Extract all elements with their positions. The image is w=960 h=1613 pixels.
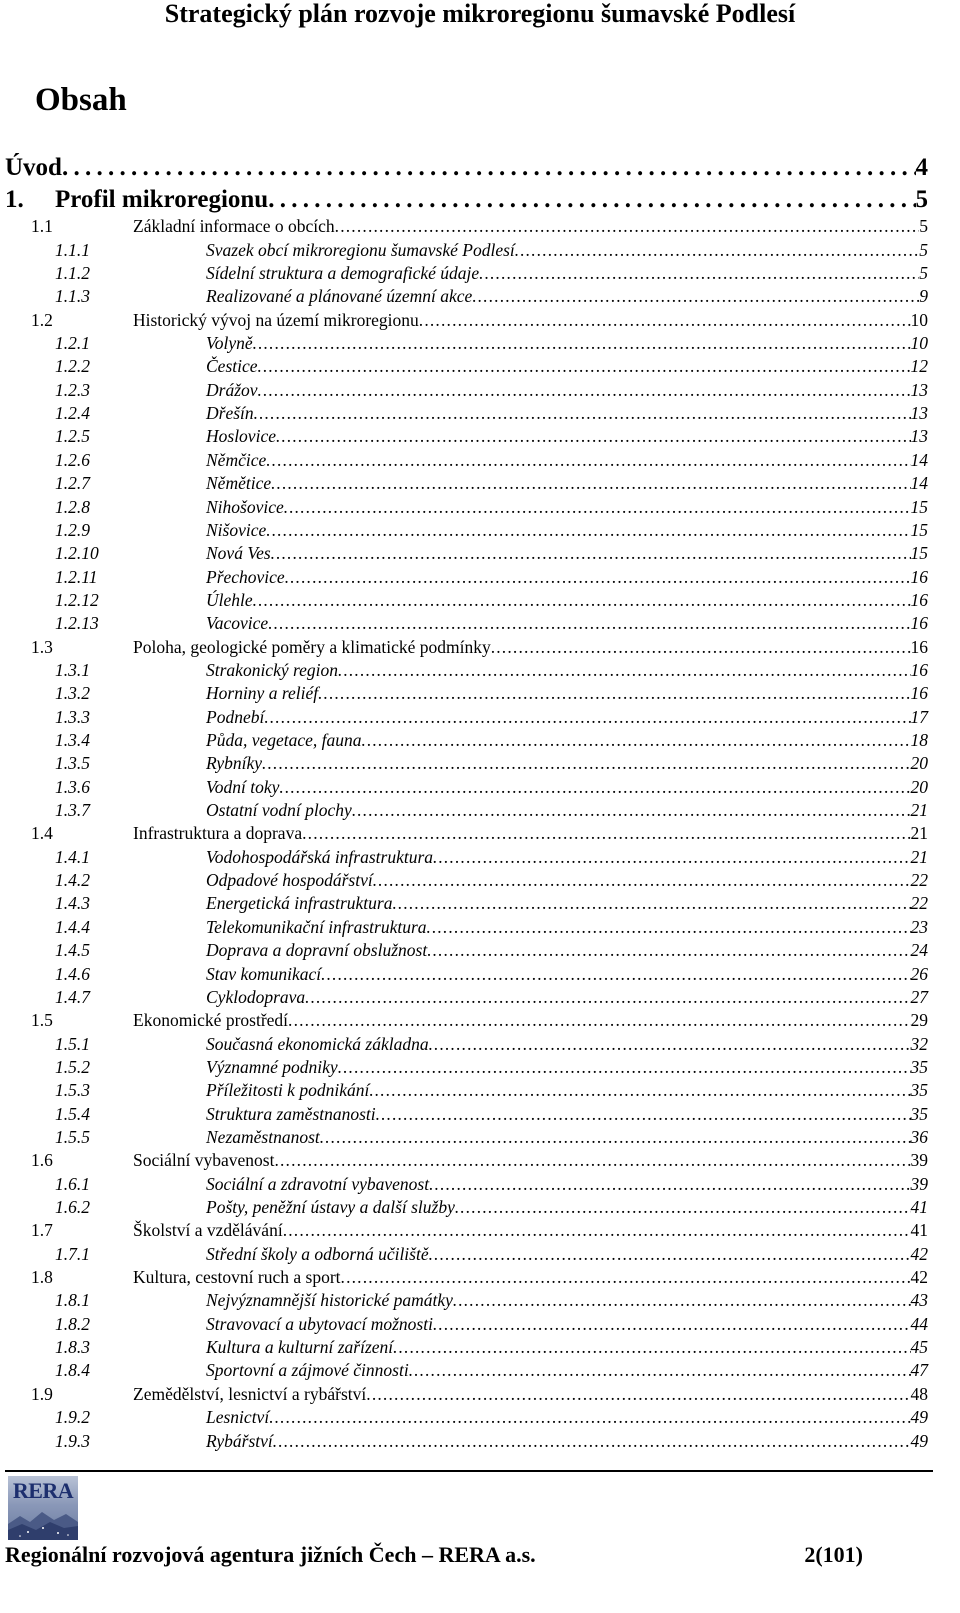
toc-entry[interactable] bbox=[55, 377, 928, 400]
toc-entry-number: 1.3.7 bbox=[55, 800, 90, 821]
toc-entry[interactable] bbox=[31, 1148, 928, 1171]
toc-leader-dots bbox=[271, 543, 911, 564]
toc-entry[interactable] bbox=[31, 821, 928, 844]
toc-leader-dots bbox=[335, 216, 920, 237]
toc-entry-title: Půda, vegetace, fauna bbox=[206, 730, 362, 751]
toc-entry-number: 1.2.6 bbox=[55, 449, 90, 470]
toc-leader-dots bbox=[341, 1267, 911, 1288]
toc-leader-dots bbox=[427, 940, 910, 961]
toc-entry-title: Doprava a dopravní obslužnost bbox=[206, 940, 428, 961]
toc-entry[interactable] bbox=[55, 611, 928, 634]
toc-entry-number: 1.5 bbox=[31, 1010, 53, 1031]
toc-leader-dots bbox=[369, 1080, 910, 1101]
toc-entry-title: Nezaměstnanost bbox=[206, 1126, 320, 1147]
toc-entry-title: Horniny a reliéf bbox=[206, 683, 319, 704]
toc-entry-number: 1.6.2 bbox=[55, 1197, 90, 1218]
toc-leader-dots bbox=[429, 1034, 911, 1055]
toc-entry-page: 16 bbox=[910, 589, 928, 610]
toc-entry[interactable] bbox=[55, 844, 928, 867]
toc-leader-dots bbox=[264, 707, 910, 728]
toc-entry-number: 1.2 bbox=[31, 309, 53, 330]
toc-entry[interactable] bbox=[31, 634, 928, 657]
toc-entry[interactable] bbox=[55, 284, 928, 307]
toc-entry[interactable] bbox=[55, 471, 928, 494]
toc-entry-page: 13 bbox=[910, 426, 928, 447]
toc-entry[interactable] bbox=[55, 494, 928, 517]
toc-entry-title: Hoslovice bbox=[206, 426, 276, 447]
toc-entry[interactable] bbox=[55, 658, 928, 681]
toc-entry-page: 48 bbox=[910, 1383, 928, 1404]
toc-entry-page: 42 bbox=[910, 1267, 928, 1288]
toc-entry-page: 12 bbox=[910, 356, 928, 377]
toc-entry[interactable] bbox=[31, 1265, 928, 1288]
toc-entry-title: Vacovice bbox=[206, 613, 269, 634]
toc-entry-page: 13 bbox=[910, 403, 928, 424]
toc-entry-number: 1.5.3 bbox=[55, 1080, 90, 1101]
toc-entry-title: Významné podniky bbox=[206, 1056, 338, 1077]
toc-entry-title: Nová Ves bbox=[206, 543, 271, 564]
toc-entry-page: 16 bbox=[910, 566, 928, 587]
toc-entry-title: Současná ekonomická základna bbox=[206, 1033, 429, 1054]
toc-leader-dots bbox=[283, 1220, 911, 1241]
toc-entry-page: 39 bbox=[910, 1150, 928, 1171]
mountain-icon bbox=[8, 1510, 78, 1540]
toc-entry[interactable] bbox=[31, 1008, 928, 1031]
toc-entry-page: 18 bbox=[910, 730, 928, 751]
toc-entry[interactable] bbox=[55, 401, 928, 424]
toc-entry-number: 1.3.6 bbox=[55, 776, 90, 797]
toc-leader-dots bbox=[429, 1244, 911, 1265]
toc-entry-title: Střední školy a odborná učiliště bbox=[206, 1243, 429, 1264]
toc-entry-page: 41 bbox=[910, 1197, 928, 1218]
toc-entry-title: Čestice bbox=[206, 356, 258, 377]
toc-entry[interactable] bbox=[5, 150, 928, 182]
toc-entry-number: 1.9 bbox=[31, 1383, 53, 1404]
toc-entry-number: 1. bbox=[5, 186, 24, 213]
toc-entry-title: Němčice bbox=[206, 449, 267, 470]
toc-leader-dots bbox=[268, 186, 915, 214]
toc-leader-dots bbox=[266, 450, 910, 471]
toc-entry-page: 10 bbox=[910, 309, 928, 330]
toc-entry-title: Svazek obcí mikroregionu šumavské Podlesí bbox=[206, 239, 515, 260]
toc-entry-number: 1.2.2 bbox=[55, 356, 90, 377]
toc-entry-page: 9 bbox=[919, 286, 928, 307]
toc-entry-page: 44 bbox=[910, 1313, 928, 1334]
toc-entry[interactable] bbox=[55, 448, 928, 471]
toc-entry-number: 1.8.2 bbox=[55, 1313, 90, 1334]
toc-entry-number: 1.2.13 bbox=[55, 613, 99, 634]
toc-leader-dots bbox=[479, 263, 919, 284]
toc-entry[interactable] bbox=[55, 424, 928, 447]
toc-entry-number: 1.3.2 bbox=[55, 683, 90, 704]
toc-entry-title: Sociální vybavenost bbox=[133, 1150, 275, 1171]
toc-entry[interactable] bbox=[55, 1125, 928, 1148]
toc-entry[interactable] bbox=[55, 728, 928, 751]
toc-leader-dots bbox=[453, 1290, 911, 1311]
toc-entry-number: 1.1.1 bbox=[55, 239, 90, 260]
toc-entry-page: 5 bbox=[915, 186, 928, 213]
toc-leader-dots bbox=[271, 473, 910, 494]
toc-entry[interactable] bbox=[55, 1195, 928, 1218]
toc-entry[interactable] bbox=[55, 1055, 928, 1078]
toc-entry-title: Energetická infrastruktura bbox=[206, 893, 393, 914]
toc-leader-dots bbox=[433, 847, 910, 868]
toc-entry-title: Vodohospodářská infrastruktura bbox=[206, 846, 434, 867]
toc-entry[interactable] bbox=[55, 1171, 928, 1194]
toc-entry-page: 29 bbox=[910, 1010, 928, 1031]
toc-entry[interactable] bbox=[55, 1335, 928, 1358]
toc-entry-page: 20 bbox=[910, 753, 928, 774]
toc-entry-page: 26 bbox=[910, 963, 928, 984]
toc-entry[interactable] bbox=[31, 1382, 928, 1405]
toc-leader-dots bbox=[393, 1337, 910, 1358]
rera-logo bbox=[8, 1476, 78, 1540]
toc-entry-page: 36 bbox=[910, 1126, 928, 1147]
toc-entry-page: 45 bbox=[910, 1337, 928, 1358]
toc-entry[interactable] bbox=[55, 237, 928, 260]
toc-entry-number: 1.3.3 bbox=[55, 706, 90, 727]
toc-entry-title: Nišovice bbox=[206, 519, 267, 540]
toc-entry-page: 15 bbox=[910, 519, 928, 540]
toc-entry-title: Úlehle bbox=[206, 589, 253, 610]
toc-entry-number: 1.5.4 bbox=[55, 1103, 90, 1124]
toc-leader-dots bbox=[419, 310, 911, 331]
toc-leader-dots bbox=[258, 380, 911, 401]
toc-entry-number: 1.1.2 bbox=[55, 263, 90, 284]
toc-entry-title: Sídelní struktura a demografické údaje bbox=[206, 263, 480, 284]
toc-entry-page: 5 bbox=[919, 263, 928, 284]
toc-entry[interactable] bbox=[55, 751, 928, 774]
toc-entry-page: 16 bbox=[910, 659, 928, 680]
toc-entry-title: Volyně bbox=[206, 333, 253, 354]
toc-entry-number: 1.5.1 bbox=[55, 1033, 90, 1054]
toc-entry[interactable] bbox=[55, 1358, 928, 1381]
toc-entry-title: Sportovní a zájmové činnosti bbox=[206, 1360, 409, 1381]
toc-entry[interactable] bbox=[31, 214, 928, 237]
toc-entry-title: Příležitosti k podnikání bbox=[206, 1080, 370, 1101]
toc-entry-title: Němětice bbox=[206, 473, 272, 494]
toc-entry-title: Rybníky bbox=[206, 753, 263, 774]
toc-entry[interactable] bbox=[55, 961, 928, 984]
toc-entry-title: Stav komunikací bbox=[206, 963, 322, 984]
toc-entry-title: Struktura zaměstnanosti bbox=[206, 1103, 376, 1124]
toc-entry-title: Pošty, peněžní ústavy a další služby bbox=[206, 1197, 455, 1218]
toc-entry-title: Zemědělství, lesnictví a rybářství bbox=[133, 1383, 367, 1404]
toc-entry[interactable] bbox=[55, 588, 928, 611]
toc-entry[interactable] bbox=[55, 938, 928, 961]
toc-entry-page: 24 bbox=[910, 940, 928, 961]
toc-leader-dots bbox=[274, 1150, 910, 1171]
toc-leader-dots bbox=[269, 1407, 910, 1428]
toc-entry-number: 1.3.1 bbox=[55, 659, 90, 680]
toc-leader-dots bbox=[376, 1104, 911, 1125]
toc-entry[interactable] bbox=[55, 915, 928, 938]
toc-entry-page: 15 bbox=[910, 543, 928, 564]
toc-entry-page: 16 bbox=[910, 636, 928, 657]
toc-entry-title: Drážov bbox=[206, 379, 258, 400]
toc-leader-dots bbox=[352, 800, 911, 821]
toc-leader-dots bbox=[268, 613, 910, 634]
toc-leader-dots bbox=[288, 1010, 910, 1031]
footer-page-number: 2(101) bbox=[804, 1542, 863, 1567]
toc-entry-number: 1.9.2 bbox=[55, 1407, 90, 1428]
rera-logo-text: RERA bbox=[12, 1478, 74, 1503]
toc-entry[interactable] bbox=[5, 182, 928, 214]
toc-leader-dots bbox=[455, 1197, 911, 1218]
toc-entry-number: 1.1 bbox=[31, 216, 53, 237]
toc-entry-title: Realizované a plánované územní akce bbox=[206, 286, 473, 307]
toc-leader-dots bbox=[491, 637, 911, 658]
toc-entry-number: 1.3.5 bbox=[55, 753, 90, 774]
toc-entry-page: 20 bbox=[910, 776, 928, 797]
toc-leader-dots bbox=[305, 987, 910, 1008]
toc-entry-number: 1.4.3 bbox=[55, 893, 90, 914]
toc-entry-page: 35 bbox=[910, 1056, 928, 1077]
toc-entry-title: Sociální a zdravotní vybavenost bbox=[206, 1173, 430, 1194]
toc-leader-dots bbox=[262, 753, 910, 774]
toc-entry-page: 5 bbox=[919, 216, 928, 237]
toc-entry-number: 1.2.9 bbox=[55, 519, 90, 540]
toc-entry-title: Stravovací a ubytovací možnosti bbox=[206, 1313, 433, 1334]
toc-entry[interactable] bbox=[55, 681, 928, 704]
toc-entry-title: Ostatní vodní plochy bbox=[206, 800, 352, 821]
toc-entry-title: Kultura, cestovní ruch a sport bbox=[133, 1267, 341, 1288]
toc-entry[interactable] bbox=[55, 354, 928, 377]
toc-entry-number: 1.8.4 bbox=[55, 1360, 90, 1381]
toc-leader-dots bbox=[276, 426, 911, 447]
toc-entry-page: 22 bbox=[910, 893, 928, 914]
page-header-title: Strategický plán rozvoje mikroregionu šumavské Podlesí bbox=[164, 0, 796, 28]
toc-entry[interactable] bbox=[55, 1241, 928, 1264]
toc-leader-dots bbox=[409, 1360, 911, 1381]
toc-entry-title: Vodní toky bbox=[206, 776, 280, 797]
toc-entry-number: 1.2.3 bbox=[55, 379, 90, 400]
toc-entry-page: 13 bbox=[910, 379, 928, 400]
toc-entry-title: Přechovice bbox=[206, 566, 285, 587]
toc-entry[interactable] bbox=[55, 1405, 928, 1428]
toc-leader-dots bbox=[338, 660, 910, 681]
toc-entry-title: Základní informace o obcích bbox=[133, 216, 335, 237]
toc-entry-title: Cyklodoprava bbox=[206, 986, 306, 1007]
toc-entry-title: Telekomunikační infrastruktura bbox=[206, 916, 427, 937]
toc-entry-title: Nihošovice bbox=[206, 496, 284, 517]
toc-entry-number: 1.4.2 bbox=[55, 870, 90, 891]
toc-entry-title: Kultura a kulturní zařízení bbox=[206, 1337, 394, 1358]
toc-entry[interactable] bbox=[55, 1101, 928, 1124]
toc-entry-number: 1.2.10 bbox=[55, 543, 99, 564]
toc-entry[interactable] bbox=[55, 704, 928, 727]
toc-leader-dots bbox=[515, 240, 919, 261]
toc-entry-title: Profil mikroregionu bbox=[55, 186, 269, 213]
toc-entry-number: 1.2.1 bbox=[55, 333, 90, 354]
toc-entry-number: 1.4.1 bbox=[55, 846, 90, 867]
footer-divider bbox=[5, 1470, 933, 1472]
toc-entry-title: Rybářství bbox=[206, 1430, 273, 1451]
toc-leader-dots bbox=[472, 286, 919, 307]
toc-entry-number: 1.2.5 bbox=[55, 426, 90, 447]
toc-leader-dots bbox=[362, 730, 911, 751]
toc-leader-dots bbox=[318, 683, 910, 704]
toc-heading: Obsah bbox=[35, 82, 127, 118]
toc-entry-page: 43 bbox=[910, 1290, 928, 1311]
toc-entry-title: Školství a vzdělávání bbox=[133, 1220, 283, 1241]
toc-entry-page: 41 bbox=[910, 1220, 928, 1241]
toc-entry-number: 1.8 bbox=[31, 1267, 53, 1288]
toc-entry[interactable] bbox=[55, 518, 928, 541]
toc-entry-title: Úvod bbox=[5, 154, 62, 181]
toc-entry-number: 1.3 bbox=[31, 636, 53, 657]
toc-entry-number: 1.6 bbox=[31, 1150, 53, 1171]
toc-entry[interactable] bbox=[55, 868, 928, 891]
toc-entry-number: 1.2.7 bbox=[55, 473, 90, 494]
toc-entry-number: 1.4 bbox=[31, 823, 53, 844]
toc-entry[interactable] bbox=[55, 541, 928, 564]
toc-entry-number: 1.7 bbox=[31, 1220, 53, 1241]
toc-entry[interactable] bbox=[55, 1428, 928, 1451]
toc-entry-number: 1.4.6 bbox=[55, 963, 90, 984]
toc-leader-dots bbox=[302, 823, 910, 844]
toc-leader-dots bbox=[258, 356, 911, 377]
toc-entry-page: 27 bbox=[910, 986, 928, 1007]
toc-leader-dots bbox=[321, 964, 910, 985]
toc-entry-number: 1.6.1 bbox=[55, 1173, 90, 1194]
toc-entry-page: 22 bbox=[910, 870, 928, 891]
toc-entry[interactable] bbox=[55, 1078, 928, 1101]
toc-leader-dots bbox=[253, 590, 911, 611]
toc-leader-dots bbox=[62, 154, 916, 182]
toc-entry[interactable] bbox=[55, 774, 928, 797]
toc-entry-number: 1.8.3 bbox=[55, 1337, 90, 1358]
toc-entry-page: 32 bbox=[910, 1033, 928, 1054]
toc-entry-number: 1.2.12 bbox=[55, 589, 99, 610]
toc-entry-title: Ekonomické prostředí bbox=[133, 1010, 289, 1031]
toc-entry[interactable] bbox=[55, 1031, 928, 1054]
toc-leader-dots bbox=[433, 1314, 911, 1335]
toc-entry-page: 21 bbox=[910, 800, 928, 821]
toc-entry-number: 1.3.4 bbox=[55, 730, 90, 751]
toc-entry-number: 1.2.4 bbox=[55, 403, 90, 424]
toc-leader-dots bbox=[429, 1174, 910, 1195]
toc-entry-number: 1.1.3 bbox=[55, 286, 90, 307]
toc-entry-page: 21 bbox=[910, 846, 928, 867]
toc-entry-number: 1.2.11 bbox=[55, 566, 98, 587]
toc-entry-page: 17 bbox=[910, 706, 928, 727]
toc-entry-title: Poloha, geologické poměry a klimatické podmínky bbox=[133, 636, 491, 657]
toc-entry[interactable] bbox=[55, 564, 928, 587]
toc-entry[interactable] bbox=[55, 1288, 928, 1311]
toc-entry[interactable] bbox=[55, 985, 928, 1008]
toc-entry[interactable] bbox=[55, 1311, 928, 1334]
toc-entry-number: 1.9.3 bbox=[55, 1430, 90, 1451]
toc-entry-page: 21 bbox=[910, 823, 928, 844]
toc-entry-page: 4 bbox=[915, 154, 928, 181]
toc-leader-dots bbox=[254, 403, 911, 424]
toc-entry-page: 49 bbox=[910, 1430, 928, 1451]
toc-entry-page: 42 bbox=[910, 1243, 928, 1264]
toc-entry-title: Nejvýznamnější historické památky bbox=[206, 1290, 453, 1311]
toc-entry-page: 14 bbox=[910, 473, 928, 494]
toc-entry-number: 1.8.1 bbox=[55, 1290, 90, 1311]
toc-leader-dots bbox=[266, 520, 910, 541]
toc-entry-number: 1.4.5 bbox=[55, 940, 90, 961]
toc-entry-number: 1.5.2 bbox=[55, 1056, 90, 1077]
toc-entry-page: 39 bbox=[910, 1173, 928, 1194]
toc-entry[interactable] bbox=[31, 1218, 928, 1241]
toc-entry-title: Historický vývoj na území mikroregionu bbox=[133, 309, 419, 330]
toc-leader-dots bbox=[392, 893, 910, 914]
toc-entry-title: Odpadové hospodářství bbox=[206, 870, 373, 891]
toc-leader-dots bbox=[373, 870, 911, 891]
toc-leader-dots bbox=[284, 497, 911, 518]
toc-entry[interactable] bbox=[55, 331, 928, 354]
toc-entry-title: Strakonický region bbox=[206, 659, 339, 680]
toc-entry[interactable] bbox=[55, 798, 928, 821]
toc-leader-dots bbox=[366, 1384, 910, 1405]
toc-entry[interactable] bbox=[55, 891, 928, 914]
footer-agency: Regionální rozvojová agentura jižních Čech – RERA a.s. bbox=[5, 1542, 536, 1567]
toc-leader-dots bbox=[273, 1431, 911, 1452]
toc-leader-dots bbox=[427, 917, 911, 938]
toc-leader-dots bbox=[285, 567, 911, 588]
toc-entry-page: 35 bbox=[910, 1103, 928, 1124]
toc-entry-number: 1.4.4 bbox=[55, 916, 90, 937]
toc-entry-number: 1.2.8 bbox=[55, 496, 90, 517]
toc-entry-title: Podnebí bbox=[206, 706, 265, 727]
toc-entry-page: 5 bbox=[919, 239, 928, 260]
toc-entry-page: 49 bbox=[910, 1407, 928, 1428]
toc-entry[interactable] bbox=[31, 307, 928, 330]
toc-entry-page: 23 bbox=[910, 916, 928, 937]
toc-entry-page: 14 bbox=[910, 449, 928, 470]
toc-entry-title: Lesnictví bbox=[206, 1407, 270, 1428]
toc-entry-page: 10 bbox=[910, 333, 928, 354]
toc-entry-page: 35 bbox=[910, 1080, 928, 1101]
toc-leader-dots bbox=[320, 1127, 911, 1148]
toc-entry-number: 1.7.1 bbox=[55, 1243, 90, 1264]
toc-entry-page: 16 bbox=[910, 613, 928, 634]
toc-leader-dots bbox=[253, 333, 911, 354]
toc-entry-page: 15 bbox=[910, 496, 928, 517]
toc-entry-number: 1.5.5 bbox=[55, 1126, 90, 1147]
toc-entry-title: Infrastruktura a doprava bbox=[133, 823, 303, 844]
toc-entry-number: 1.4.7 bbox=[55, 986, 90, 1007]
toc-entry[interactable] bbox=[55, 261, 928, 284]
toc-leader-dots bbox=[338, 1057, 911, 1078]
toc-entry-page: 16 bbox=[910, 683, 928, 704]
toc-entry-page: 47 bbox=[910, 1360, 928, 1381]
toc-entry-title: Dřešín bbox=[206, 403, 254, 424]
toc-leader-dots bbox=[279, 777, 910, 798]
